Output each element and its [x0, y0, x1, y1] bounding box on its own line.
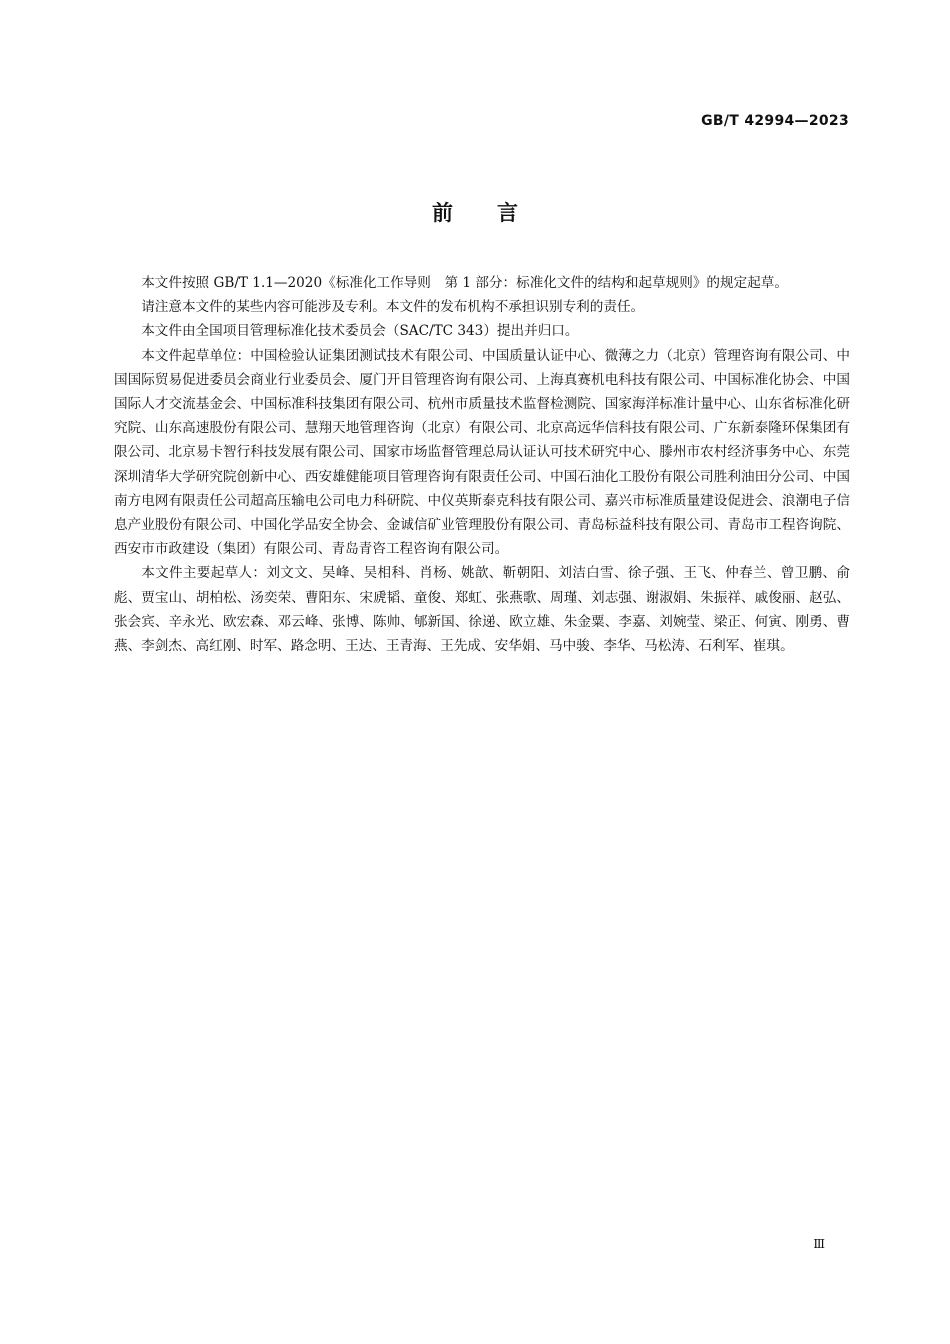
paragraph-patent-notice: 请注意本文件的某些内容可能涉及专利。本文件的发布机构不承担识别专利的责任。: [141, 299, 645, 316]
paragraph-drafters: 本文件主要起草人：刘文文、吴峰、吴相科、肖杨、姚歆、靳朝阳、刘洁白雪、徐子强、王飞、仲春兰、曾卫鹏、俞彪、贾宝山、胡柏松、汤奕荣、曹阳东、宋虒韬、童俊、郑虹、张燕歌、周瑾、刘志强、谢淑娟、朱振祥、戚俊丽、赵弘、张会宾、辛永光、欧宏森、邓云峰、张博、陈帅、郇新国、徐递、欧立雄、朱金粟、李嘉、刘婉莹、梁正、何寅、刚勇、曹燕、李剑杰、高红刚、时军、路念明、王达、王青海、王先成、安华娟、马中骏、李华、马松涛、石利军、崔琪。: [114, 565, 850, 655]
paragraph-drafting-organizations: 本文件起草单位：中国检验认证集团测试技术有限公司、中国质量认证中心、微薄之力（北京）管理咨询有限公司、中国国际贸易促进委员会商业行业委员会、厦门开目管理咨询有限公司、上海真赛机电科技有限公司、中国标准化协会、中国国际人才交流基金会、中国标准科技集团有限公司、杭州市质量技术监督检测院、国家海洋标准计量中心、山东省标准化研究院、山东高速股份有限公司、慧翔天地管理咨询（北京）有限公司、北京高远华信科技有限公司、广东新泰隆环保集团有限公司、北京易卡智行科技发展有限公司、国家市场监督管理总局认证认可技术研究中心、滕州市农村经济事务中心、东莞深圳清华大学研究院创新中心、西安雄健能项目管理咨询有限责任公司、中国石油化工股份有限公司胜利油田分公司、中国南方电网有限责任公司超高压输电公司电力科研院、中仪英斯泰克科技有限公司、嘉兴市标准质量建设促进会、浪潮电子信息产业股份有限公司、中国化学品安全协会、金诚信矿业管理股份有限公司、青岛标益科技有限公司、青岛市工程咨询院、西安市市政建设（集团）有限公司、青岛青咨工程咨询有限公司。: [114, 347, 850, 558]
standard-number: GB/T 42994—2023: [701, 113, 849, 129]
title-char-2: 言: [497, 201, 518, 225]
paragraph-drafting-rules: 本文件按照 GB/T 1.1—2020《标准化工作导则 第 1 部分：标准化文件的结构和起草规则》的规定起草。: [141, 275, 788, 291]
title-char-1: 前: [432, 201, 453, 225]
page-title: [0, 197, 950, 227]
page-number: Ⅲ: [813, 1237, 825, 1251]
foreword-body: [114, 271, 850, 658]
paragraph-proposer: 本文件由全国项目管理标准化技术委员会（SAC/TC 343）提出并归口。: [141, 323, 579, 340]
